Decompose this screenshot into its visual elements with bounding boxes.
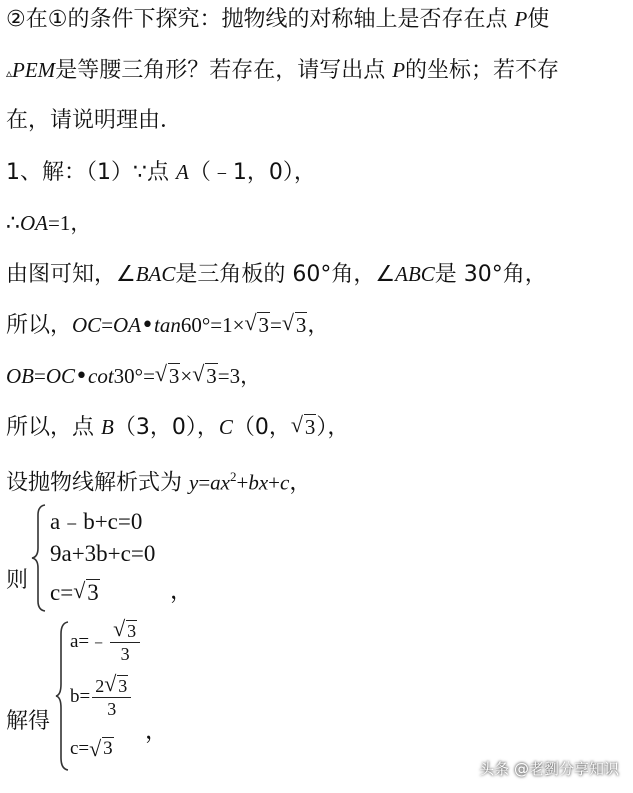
sqrt-expression: [283, 310, 308, 340]
func-tan: tan: [154, 313, 181, 337]
var-OC: OC: [45, 364, 76, 388]
radicand: 3: [118, 676, 128, 696]
text-line-8: [6, 361, 261, 392]
sqrt-expression: [114, 620, 137, 642]
sqrt-expression: [105, 675, 128, 697]
dot-operator: •: [75, 364, 89, 389]
radicand: 3: [295, 313, 307, 337]
coefficient: 2: [95, 676, 105, 696]
left-brace-icon: [54, 620, 70, 772]
text-segment: ），: [316, 415, 350, 440]
text-segment: 由图可知，∠: [6, 262, 136, 287]
text-segment: （0，: [232, 415, 291, 440]
equation-row-3: [50, 580, 100, 606]
var-PEM: PEM: [12, 58, 56, 82]
watermark: 头条 @老劉分享知识: [479, 760, 619, 778]
equation-lhs: b=: [70, 685, 91, 707]
text-line-7: [6, 310, 329, 341]
plus-sign: +: [268, 470, 281, 495]
var-OA: OA: [113, 313, 142, 337]
system-label: 解得: [6, 709, 51, 734]
sqrt-expression: [74, 580, 100, 606]
equation-row-1: a﹣b+c=0: [50, 509, 143, 534]
text-segment: 使: [527, 7, 550, 32]
text-segment: 1、解：（1）∵点: [6, 160, 176, 185]
solution-row-c: [70, 738, 114, 760]
text-segment: ，: [289, 470, 312, 496]
var-ABC: ABC: [395, 262, 435, 286]
var-bx: bx: [248, 470, 269, 495]
var-ax: ax: [210, 470, 230, 495]
plus-sign: +: [236, 470, 249, 495]
equation-lhs: a=﹣: [70, 630, 109, 652]
equation-lhs: c=: [50, 580, 74, 605]
trailing-comma: ，: [170, 578, 193, 603]
equation-lhs: c=: [70, 738, 90, 759]
var-BAC: BAC: [135, 262, 176, 286]
text-segment: 所以，点: [6, 415, 101, 440]
radicand: 3: [304, 415, 316, 439]
text-line-3: [6, 106, 182, 136]
var-y: y: [189, 470, 199, 495]
solution-row-b: [70, 675, 133, 720]
var-B: B: [101, 415, 114, 439]
text-segment: （3，0），: [113, 415, 219, 440]
sqrt-expression: [90, 738, 114, 760]
text-segment: ②在①的条件下探究：抛物线的对称轴上是否存在点: [6, 7, 515, 32]
exponent: 2: [230, 469, 237, 484]
var-P: P: [392, 58, 406, 82]
radicand: 3: [206, 364, 217, 388]
radicand: 3: [127, 621, 137, 641]
equals-sign: =: [269, 313, 282, 337]
text-line-6: [6, 259, 547, 290]
func-cot: cot: [88, 364, 114, 388]
text-segment: 设抛物线解析式为: [6, 470, 189, 496]
text-line-2: [6, 55, 559, 88]
var-OC: OC: [72, 313, 102, 337]
text-line-9: [6, 412, 349, 443]
text-segment: =3，: [217, 364, 262, 388]
equals-sign: =: [101, 313, 114, 337]
sqrt-expression: [156, 361, 181, 391]
denominator: 3: [107, 699, 117, 719]
sqrt-expression: [193, 361, 218, 391]
fraction: [92, 675, 131, 720]
left-brace-icon: [30, 503, 48, 613]
text-segment: 30°=: [113, 364, 155, 388]
numerator: [92, 675, 131, 698]
dot-operator: •: [141, 313, 155, 338]
sqrt-expression: [245, 310, 270, 340]
radicand: 3: [168, 364, 180, 388]
text-segment: 60°=1×: [180, 313, 245, 337]
fraction: [110, 620, 140, 665]
text-segment: 所以，: [6, 313, 73, 338]
text-line-4: [6, 157, 316, 188]
text-segment: ，: [307, 313, 330, 338]
solution-row-a: [70, 620, 142, 665]
triangle-symbol: ▵: [6, 66, 13, 80]
text-segment: 是三角板的 60°角，∠: [175, 262, 396, 287]
text-segment: =1，: [48, 211, 92, 235]
trailing-comma: ，: [145, 718, 168, 743]
text-segment: （﹣1，0），: [188, 160, 316, 185]
var-c: c: [280, 470, 290, 495]
var-OA: OA: [20, 211, 48, 235]
system-label: 则: [6, 568, 29, 593]
var-C: C: [218, 415, 233, 439]
text-line-1: [6, 4, 549, 35]
text-line-10: [6, 462, 311, 498]
text-segment: 是等腰三角形？若存在，请写出点: [55, 58, 393, 83]
text-segment: 在，请说明理由．: [6, 108, 183, 133]
text-segment: 的坐标；若不存: [405, 58, 560, 83]
therefore-symbol: ∴: [6, 211, 20, 236]
var-A: A: [176, 160, 189, 184]
text-segment: 是 30°角，: [434, 262, 547, 287]
radicand: 3: [103, 738, 113, 759]
var-P: P: [514, 7, 528, 31]
equation-row-2: 9a+3b+c=0: [50, 541, 156, 566]
sqrt-expression: [292, 412, 317, 442]
text-line-5: [6, 208, 91, 239]
equals-sign: =: [34, 364, 46, 388]
equals-sign: =: [198, 470, 211, 495]
denominator: 3: [120, 644, 130, 664]
numerator: [110, 620, 140, 643]
radicand: 3: [87, 580, 99, 605]
var-OB: OB: [6, 364, 34, 388]
radicand: 3: [258, 313, 269, 337]
times-sign: ×: [180, 364, 193, 388]
